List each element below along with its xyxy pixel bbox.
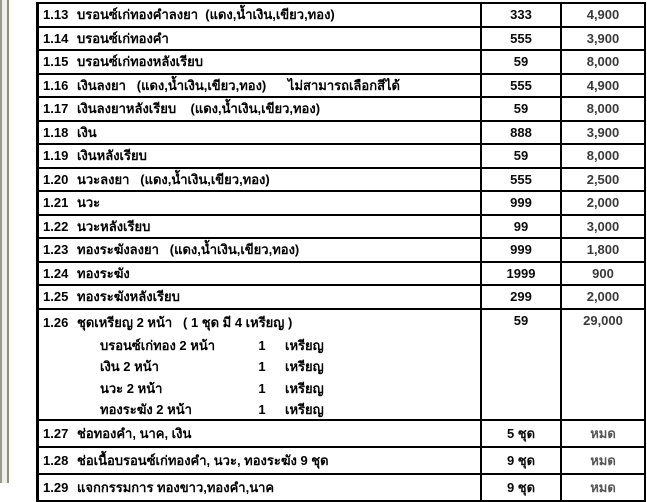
price-value: 8,000: [586, 148, 620, 164]
item-number: 1.29: [43, 479, 69, 495]
item-number: 1.28: [43, 452, 69, 468]
item-cell: [39, 28, 480, 50]
quantity-cell: [480, 4, 560, 26]
table-row: [39, 239, 644, 263]
price-value: หมด: [590, 425, 616, 441]
item-description: ช่อทองคำ, นาค, เงิน: [77, 425, 192, 441]
item-main-line: [43, 28, 480, 50]
quantity-value: 59: [513, 148, 529, 164]
sub-item-quantity: 1: [258, 402, 266, 417]
quantity-value: 555: [510, 171, 532, 187]
quantity-value: 555: [510, 30, 532, 46]
quantity-cell: [480, 421, 560, 446]
item-main-line: [43, 145, 480, 167]
page-left-margin: [0, 0, 36, 483]
item-cell: [39, 192, 480, 214]
price-value: 3,900: [586, 30, 620, 46]
table-row: [39, 421, 644, 448]
table-row: [39, 263, 644, 287]
item-description: ช่อเนื้อบรอนซ์เก่ทองคำ, นวะ, ทองระฆัง 9 ชุด: [77, 452, 329, 468]
item-number: 1.22: [43, 218, 69, 234]
price-value: 4,900: [586, 77, 620, 93]
price-value: 3,900: [586, 124, 620, 140]
item-description: นวะหลังเรียบ: [77, 218, 151, 234]
price-cell: [560, 75, 644, 97]
price-value: 2,000: [586, 195, 620, 211]
sub-item-name: นวะ 2 หน้า: [100, 380, 163, 396]
item-main-line: [43, 169, 480, 191]
sub-item-line: [43, 378, 480, 400]
quantity-cell: [480, 286, 560, 308]
item-cell: [39, 448, 480, 473]
table-row: [39, 310, 644, 421]
price-cell: [560, 310, 644, 421]
quantity-cell: [480, 145, 560, 167]
sub-item-quantity: 1: [258, 359, 266, 374]
price-cell: [560, 51, 644, 73]
price-value: 2,500: [586, 171, 620, 187]
sub-item-line: [43, 335, 480, 357]
item-main-line: [43, 192, 480, 214]
table-row: [39, 216, 644, 240]
quantity-value: 9 ชุด: [506, 479, 536, 495]
quantity-cell: [480, 98, 560, 120]
item-number: 1.19: [43, 148, 69, 163]
sub-item-line: [43, 399, 480, 421]
sub-item-unit: เหรียญ: [285, 380, 324, 396]
quantity-value: 999: [510, 195, 532, 211]
table-row: [39, 4, 644, 28]
price-cell: [560, 448, 644, 473]
sub-item-quantity: 1: [258, 380, 266, 396]
quantity-value: 9 ชุด: [506, 452, 536, 468]
item-cell: [39, 239, 480, 261]
table-row: [39, 169, 644, 193]
price-cell: [560, 421, 644, 446]
item-description: เงินหลังเรียบ: [77, 148, 147, 163]
item-number: 1.18: [43, 124, 69, 140]
quantity-cell: [480, 263, 560, 285]
price-cell: [560, 263, 644, 285]
table-row: [39, 448, 644, 475]
price-value: 8,000: [586, 101, 620, 117]
item-description: บรอนซ์เก่ทองคำลงยา (แดง,น้ำเงิน,เขียว,ทอง): [77, 7, 335, 22]
item-main-line: [43, 98, 480, 120]
item-number: 1.16: [43, 77, 69, 93]
sub-item-quantity: 1: [258, 337, 266, 353]
price-cell: [560, 239, 644, 261]
item-description: เงินลงยา (แดง,น้ำเงิน,เขียว,ทอง) ไม่สามารถเลือกสีได้: [77, 77, 400, 93]
item-main-line: [43, 475, 480, 500]
sub-item-unit: เหรียญ: [285, 359, 324, 374]
item-number: 1.27: [43, 425, 69, 441]
sub-item-line: [43, 356, 480, 378]
quantity-cell: [480, 192, 560, 214]
table-row: [39, 145, 644, 169]
item-cell: [39, 263, 480, 285]
item-number: 1.25: [43, 289, 69, 304]
price-cell: [560, 122, 644, 144]
quantity-value: 299: [510, 289, 532, 305]
item-main-line: [43, 421, 480, 446]
item-main-line: [43, 310, 480, 335]
item-main-line: [43, 239, 480, 261]
price-value: 4,900: [586, 7, 620, 23]
price-cell: [560, 216, 644, 238]
item-number: 1.14: [43, 30, 69, 46]
quantity-value: 888: [510, 124, 532, 140]
price-value: 900: [592, 265, 614, 281]
table-row: [39, 122, 644, 146]
item-cell: [39, 169, 480, 191]
sub-item-name: บรอนซ์เก่ทอง 2 หน้า: [100, 337, 216, 353]
item-description: บรอนซ์เก่ทองหลังเรียบ: [77, 54, 203, 69]
quantity-cell: [480, 239, 560, 261]
price-value: หมด: [590, 479, 616, 495]
price-cell: [560, 169, 644, 191]
item-main-line: [43, 51, 480, 73]
item-number: 1.26: [43, 314, 69, 330]
price-cell: [560, 4, 644, 26]
item-number: 1.13: [43, 7, 69, 22]
item-main-line: [43, 286, 480, 308]
price-value: 3,000: [586, 218, 620, 234]
quantity-cell: [480, 75, 560, 97]
item-cell: [39, 145, 480, 167]
item-main-line: [43, 216, 480, 238]
item-description: บรอนซ์เก่ทองคำ: [77, 30, 169, 46]
item-cell: [39, 310, 480, 421]
price-cell: [560, 286, 644, 308]
item-cell: [39, 216, 480, 238]
item-cell: [39, 4, 480, 26]
item-description: ชุดเหรียญ 2 หน้า ( 1 ชุด มี 4 เหรียญ ): [77, 314, 293, 330]
item-description: ทองระฆังลงยา (แดง,น้ำเงิน,เขียว,ทอง): [77, 242, 300, 257]
quantity-cell: [480, 51, 560, 73]
sub-item-name: เงิน 2 หน้า: [100, 359, 159, 374]
item-number: 1.17: [43, 101, 69, 116]
item-cell: [39, 51, 480, 73]
price-cell: [560, 475, 644, 500]
table-row: [39, 75, 644, 99]
item-cell: [39, 286, 480, 308]
sub-item-unit: เหรียญ: [285, 337, 324, 353]
quantity-value: 1999: [506, 265, 536, 281]
table-row: [39, 98, 644, 122]
price-value: 1,800: [586, 242, 620, 258]
margin-rule-line: [7, 0, 9, 483]
sub-item-name: ทองระฆัง 2 หน้า: [100, 402, 192, 417]
item-cell: [39, 75, 480, 97]
quantity-cell: [480, 169, 560, 191]
quantity-cell: [480, 216, 560, 238]
quantity-value: 999: [510, 242, 532, 258]
item-description: แจกกรรมการ ทองขาว,ทองคำ,นาค: [77, 479, 275, 495]
item-cell: [39, 122, 480, 144]
item-number: 1.23: [43, 242, 69, 257]
quantity-value: 59: [513, 54, 529, 70]
price-value: 2,000: [586, 289, 620, 305]
item-cell: [39, 98, 480, 120]
table-row: [39, 28, 644, 52]
price-cell: [560, 145, 644, 167]
item-description: เงิน: [77, 124, 97, 140]
item-description: เงินลงยาหลังเรียบ (แดง,น้ำเงิน,เขียว,ทอง): [77, 101, 321, 116]
quantity-cell: [480, 475, 560, 500]
quantity-cell: [480, 122, 560, 144]
quantity-value: 59: [513, 312, 529, 328]
quantity-cell: [480, 448, 560, 473]
item-cell: [39, 421, 480, 446]
item-main-line: [43, 75, 480, 97]
quantity-cell: [480, 28, 560, 50]
price-cell: [560, 28, 644, 50]
price-table: [36, 2, 646, 502]
item-description: นวะลงยา (แดง,น้ำเงิน,เขียว,ทอง): [77, 171, 270, 187]
item-number: 1.15: [43, 54, 69, 69]
quantity-value: 333: [510, 7, 532, 23]
item-number: 1.24: [43, 265, 69, 281]
price-value: 29,000: [583, 312, 623, 328]
item-main-line: [43, 122, 480, 144]
price-cell: [560, 192, 644, 214]
quantity-cell: [480, 310, 560, 421]
quantity-value: 555: [510, 77, 532, 93]
item-description: ทองระฆังหลังเรียบ: [77, 289, 180, 304]
table-row: [39, 475, 644, 502]
item-main-line: [43, 4, 480, 26]
quantity-value: 5 ชุด: [506, 425, 536, 441]
item-number: 1.20: [43, 171, 69, 187]
item-main-line: [43, 448, 480, 473]
quantity-value: 99: [513, 218, 529, 234]
item-description: นวะ: [77, 195, 101, 210]
price-value: หมด: [590, 452, 616, 468]
table-row: [39, 192, 644, 216]
item-cell: [39, 475, 480, 500]
table-row: [39, 51, 644, 75]
quantity-value: 59: [513, 101, 529, 117]
item-main-line: [43, 263, 480, 285]
table-row: [39, 286, 644, 310]
sub-item-unit: เหรียญ: [285, 402, 324, 417]
item-description: ทองระฆัง: [77, 265, 130, 281]
price-value: 8,000: [586, 54, 620, 70]
item-number: 1.21: [43, 195, 69, 210]
price-cell: [560, 98, 644, 120]
